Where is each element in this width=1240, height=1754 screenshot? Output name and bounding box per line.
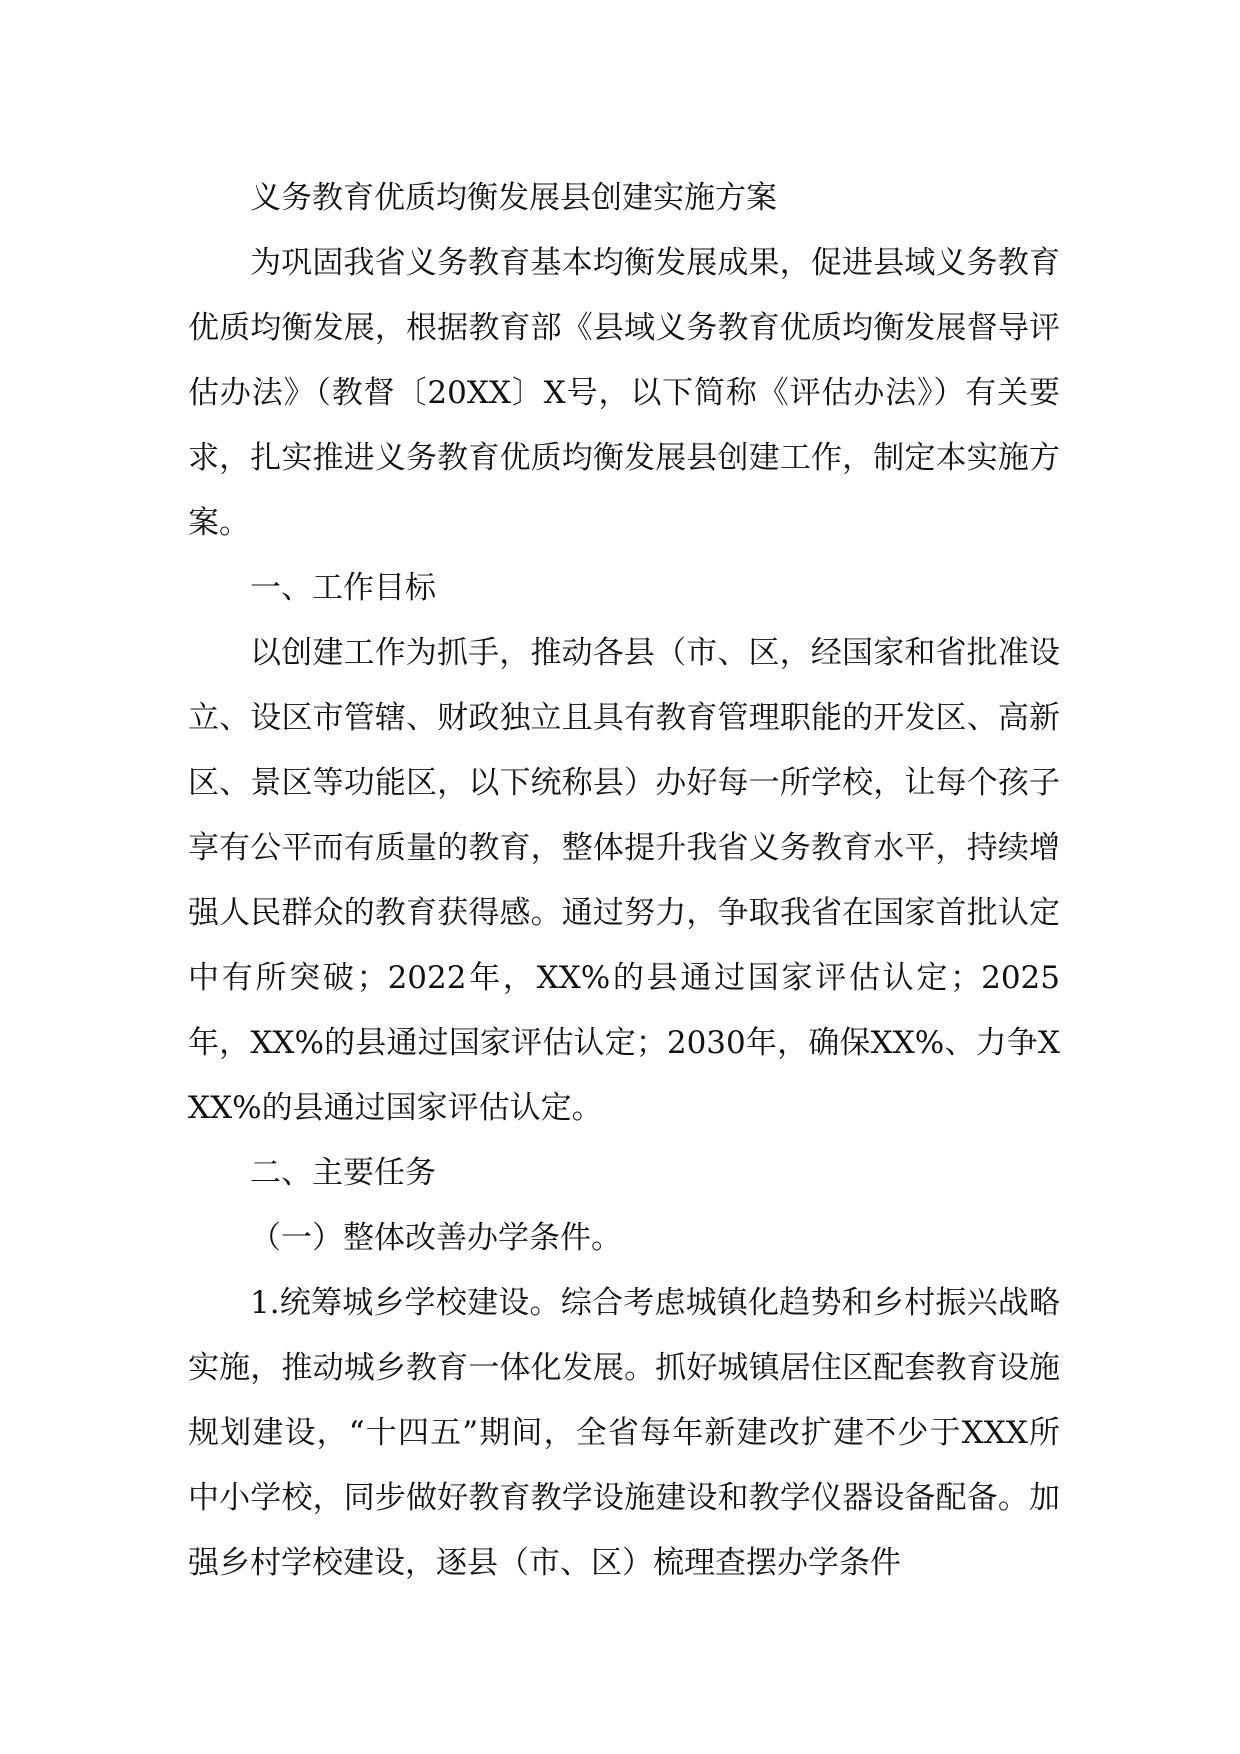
- goals-paragraph: 以创建工作为抓手，推动各县（市、区，经国家和省批准设立、设区市管辖、财政独立且具有教育管理职能的开发区、高新区、景区等功能区，以下统称县）办好每一所学校，让每个孩子享有公平而有质量的教育，整体提升我省义务教育水平，持续增强人民群众的教育获得感。通过努力，争取我省在国家首批认定中有所突破；2022年，XX%的县通过国家评估认定；2025年，XX%的县通过国家评估认定；2030年，确保XX%、力争XXX%的县通过国家评估认定。: [188, 635, 1060, 1126]
- section-heading-tasks: 二、主要任务: [250, 1155, 436, 1191]
- document-title: 义务教育优质均衡发展县创建实施方案: [250, 180, 777, 216]
- section-heading-goals: 一、工作目标: [250, 570, 436, 606]
- document-body: [188, 166, 1060, 1596]
- item-paragraph-school-construction: 1.统筹城乡学校建设。综合考虑城镇化趋势和乡村振兴战略实施，推动城乡教育一体化发展。抓好城镇居住区配套教育设施规划建设，“十四五”期间，全省每年新建改扩建不少于XXX所中小学校，同步做好教育教学设施建设和教学仪器设备配备。加强乡村学校建设，逐县（市、区）梳理查摆办学条件: [188, 1285, 1060, 1581]
- subsection-heading-conditions: （一）整体改善办学条件。: [250, 1220, 622, 1256]
- intro-paragraph: 为巩固我省义务教育基本均衡发展成果，促进县域义务教育优质均衡发展，根据教育部《县域义务教育优质均衡发展督导评估办法》（教督〔20XX〕X号，以下简称《评估办法》）有关要求，扎实推进义务教育优质均衡发展县创建工作，制定本实施方案。: [188, 245, 1060, 541]
